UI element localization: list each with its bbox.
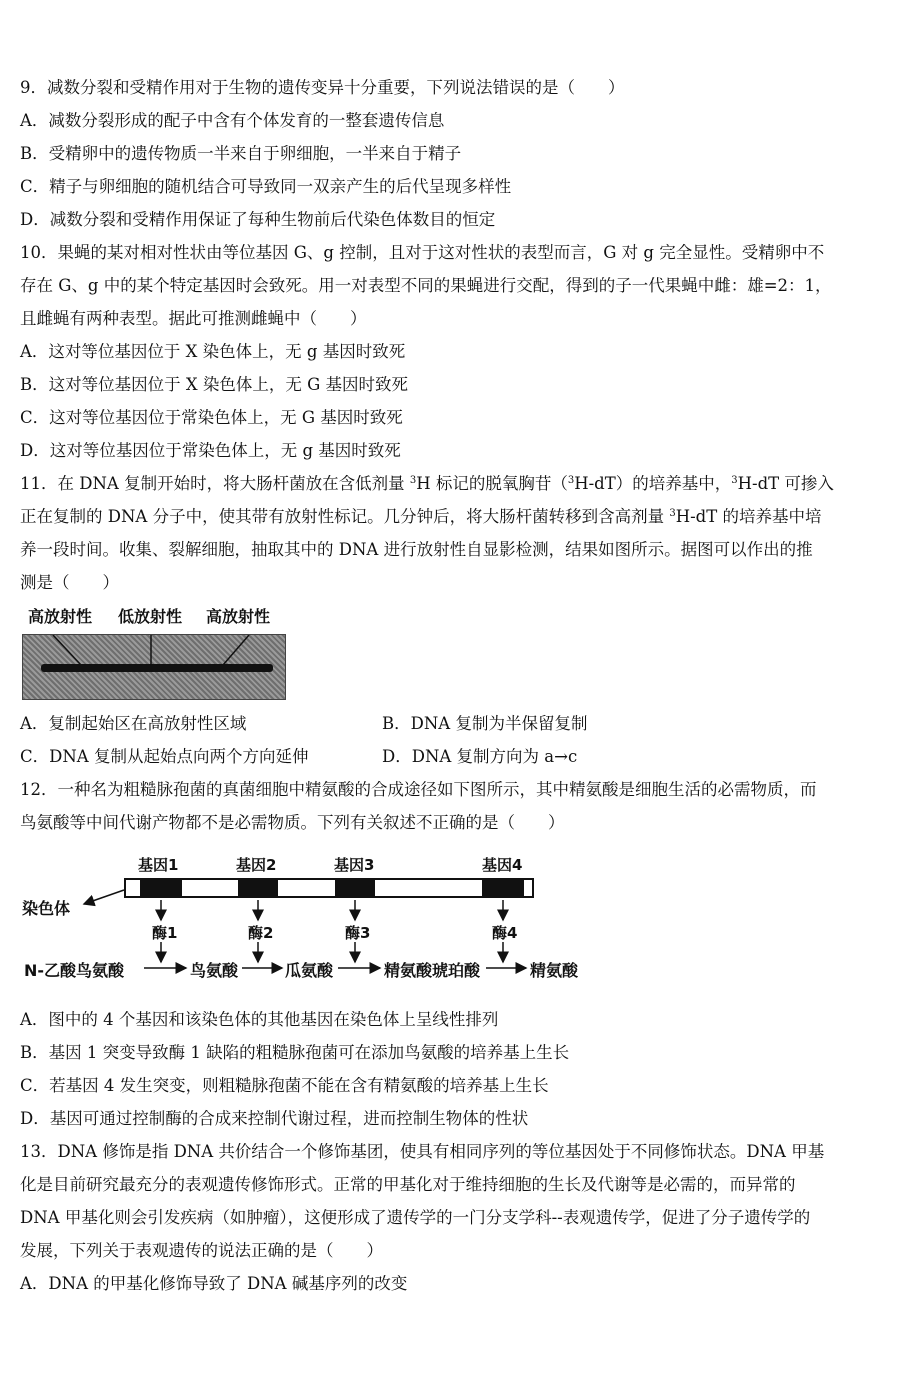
fig-label-high-left: 高放射性 <box>28 607 93 626</box>
superscript-3: 3 <box>409 475 417 486</box>
arginine-pathway-figure <box>20 852 595 987</box>
enzyme4-label: 酶4 <box>492 924 518 942</box>
gene4-label: 基因4 <box>482 856 523 874</box>
q13-option-a: A．DNA 的甲基化修饰导致了 DNA 碱基序列的改变 <box>20 1274 408 1293</box>
q11-stem1-b: H 标记的脱氧胸苷（ <box>416 474 568 493</box>
pathway-arginine: 精氨酸 <box>530 961 579 980</box>
q12-option-b: B．基因 1 突变导致酶 1 缺陷的粗糙脉孢菌可在添加鸟氨酸的培养基上生长 <box>20 1043 570 1062</box>
q9-option-a: A．减数分裂形成的配子中含有个体发育的一整套遗传信息 <box>20 111 445 130</box>
superscript-3: 3 <box>567 475 575 486</box>
q10-option-c: C．这对等位基因位于常染色体上，无 G 基因时致死 <box>20 408 403 427</box>
pathway-argininosuccinate: 精氨酸琥珀酸 <box>384 961 481 980</box>
autoradiograph-figure <box>22 600 284 700</box>
q11-stem-line2 <box>20 507 821 527</box>
superscript-3: 3 <box>731 475 738 486</box>
q11-option-c: C．DNA 复制从起始点向两个方向延伸 <box>20 747 309 766</box>
enzyme1-label: 酶1 <box>152 924 178 942</box>
q11-stem-line3: 养一段时间。收集、裂解细胞，抽取其中的 DNA 进行放射性自显影检测，结果如图所示。据图可以作出的推 <box>20 540 813 559</box>
q10-stem-line1: 10．果蝇的某对相对性状由等位基因 G、g 控制，且对于这对性状的表型而言，G 对 g 完全显性。受精卵中不 <box>20 243 825 262</box>
q11-stem-line4: 测是（ ） <box>20 573 119 592</box>
q11-option-a: A．复制起始区在高放射性区域 <box>20 714 247 733</box>
q12-stem-line1: 12．一种名为粗糙脉孢菌的真菌细胞中精氨酸的合成途径如下图所示，其中精氨酸是细胞生活的必需物质，而 <box>20 780 817 799</box>
q13-stem-line3: DNA 甲基化则会引发疾病（如肿瘤），这便形成了遗传学的一门分支学科--表观遗传学，促进了分子遗传学的 <box>20 1208 811 1227</box>
q13-stem-line2: 化是目前研究最充分的表观遗传修饰形式。正常的甲基化对于维持细胞的生长及代谢等是必需的，而异常的 <box>20 1175 796 1194</box>
q12-option-d: D．基因可通过控制酶的合成来控制代谢过程，进而控制生物体的性状 <box>20 1109 529 1128</box>
pathway-n-acetylornithine: N-乙酸鸟氨酸 <box>24 961 125 980</box>
autoradiograph-image <box>22 634 286 700</box>
gene3-label: 基因3 <box>334 856 375 874</box>
q9-option-b: B．受精卵中的遗传物质一半来自于卵细胞，一半来自于精子 <box>20 144 462 163</box>
q11-stem2-b: H-dT 的培养基中培 <box>675 507 822 526</box>
q11-stem-line1 <box>20 474 834 494</box>
pathway-citrulline: 瓜氨酸 <box>285 961 334 980</box>
q10-option-d: D．这对等位基因位于常染色体上，无 g 基因时致死 <box>20 441 401 460</box>
q11-stem1-d: H-dT 可掺入 <box>737 474 834 493</box>
fig-label-high-right: 高放射性 <box>206 607 271 626</box>
chromosome-label: 染色体 <box>22 899 71 918</box>
q9-stem: 9．减数分裂和受精作用对于生物的遗传变异十分重要，下列说法错误的是（ ） <box>20 78 625 97</box>
q12-option-a: A．图中的 4 个基因和该染色体的其他基因在染色体上呈线性排列 <box>20 1010 499 1029</box>
q10-stem-line3: 且雌蝇有两种表型。据此可推测雌蝇中（ ） <box>20 309 367 328</box>
q11-option-d: D．DNA 复制方向为 a→c <box>382 747 578 766</box>
gene1-label: 基因1 <box>138 856 179 874</box>
gene2-label: 基因2 <box>236 856 277 874</box>
pathway-arrows <box>20 852 595 987</box>
enzyme3-label: 酶3 <box>345 924 371 942</box>
q11-stem1-a: 11．在 DNA 复制开始时，将大肠杆菌放在含低剂量 <box>20 474 410 493</box>
q12-option-c: C．若基因 4 发生突变，则粗糙脉孢菌不能在含有精氨酸的培养基上生长 <box>20 1076 549 1095</box>
q11-stem2-a: 正在复制的 DNA 分子中，使其带有放射性标记。几分钟后，将大肠杆菌转移到含高剂量 <box>20 507 670 526</box>
q11-option-b: B．DNA 复制为半保留复制 <box>382 714 588 733</box>
q12-stem-line2: 鸟氨酸等中间代谢产物都不是必需物质。下列有关叙述不正确的是（ ） <box>20 813 565 832</box>
q9-option-c: C．精子与卵细胞的随机结合可导致同一双亲产生的后代呈现多样性 <box>20 177 512 196</box>
pointer-lines <box>23 635 285 699</box>
q10-option-b: B．这对等位基因位于 X 染色体上，无 G 基因时致死 <box>20 375 409 394</box>
q13-stem-line1: 13．DNA 修饰是指 DNA 共价结合一个修饰基团，使具有相同序列的等位基因处于不同修饰状态。DNA 甲基 <box>20 1142 825 1161</box>
fig-label-low: 低放射性 <box>118 607 183 626</box>
q10-stem-line2: 存在 G、g 中的某个特定基因时会致死。用一对表型不同的果蝇进行交配，得到的子一代果蝇中雌：雄=2：1， <box>20 276 832 295</box>
superscript-3: 3 <box>669 508 676 519</box>
q13-stem-line4: 发展，下列关于表观遗传的说法正确的是（ ） <box>20 1241 383 1260</box>
q9-option-d: D．减数分裂和受精作用保证了每种生物前后代染色体数目的恒定 <box>20 210 496 229</box>
pathway-ornithine: 鸟氨酸 <box>190 961 239 980</box>
q10-option-a: A．这对等位基因位于 X 染色体上，无 g 基因时致死 <box>20 342 406 361</box>
enzyme2-label: 酶2 <box>248 924 274 942</box>
q11-stem1-c: H-dT）的培养基中， <box>574 474 732 493</box>
